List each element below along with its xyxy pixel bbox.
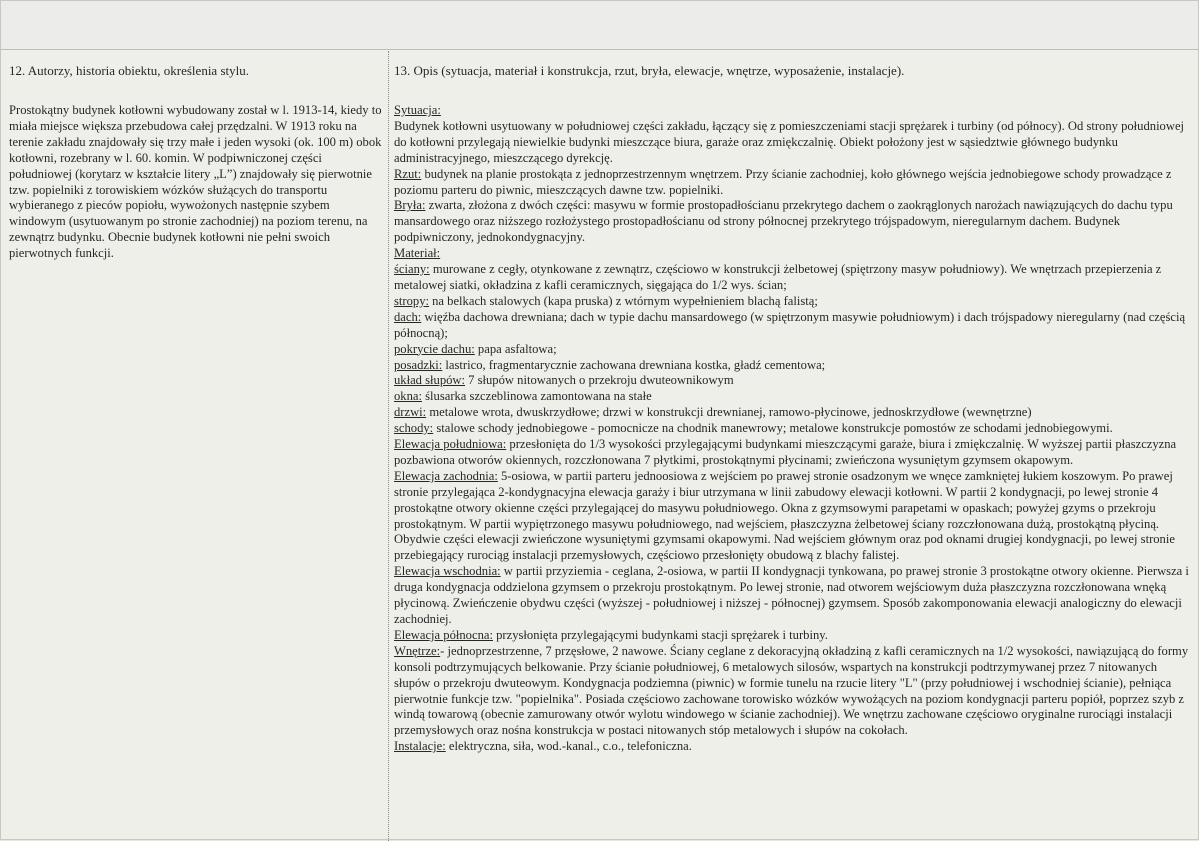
section-text: murowane z cegły, otynkowane z zewnątrz, częściowo w konstrukcji żelbetowej (spiętrzony masyw południowy). We wnętrzach przepierzenia z metalowej siatki, okładzina z kafli ceramicznych, sięgająca do 1/2 wys. ścian; bbox=[394, 262, 1162, 292]
description-section bbox=[394, 119, 1192, 167]
description-section bbox=[394, 342, 1192, 358]
description-section bbox=[394, 310, 1192, 342]
section-text: przesłonięta do 1/3 wysokości przylegającymi budynkami mieszczącymi garaże, biura i zmiękczalnię. W wyższej partii płaszczyzna pozbawiona otworów okiennych, rozczłonowana 7 płytkimi, prostokątnymi płycinami; zwieńczona wysuniętym gzymsem okapowym. bbox=[394, 437, 1177, 467]
section-label: układ słupów: bbox=[394, 373, 466, 388]
description-section bbox=[394, 358, 1192, 374]
section-label: Elewacja północna: bbox=[394, 627, 493, 642]
section-label: Instalacje: bbox=[394, 739, 446, 754]
section-label: Elewacja zachodnia: bbox=[394, 468, 498, 483]
section-text: Budynek kotłowni usytuowany w południowej części zakładu, łączący się z pomieszczeniami stacji sprężarek i turbiny (od północy). Od strony południowej do kotłowni przylegają niewielkie budynki mieszczące biura, garaże oraz zmiękczalnię. Obiekt położony jest w sąsiedztwie głównego budynku administracyjnego, mieszczącego dyrekcję. bbox=[394, 118, 1185, 165]
section-text: ślusarka szczeblinowa zamontowana na stałe bbox=[421, 389, 652, 404]
description-section bbox=[394, 628, 1192, 644]
description-section bbox=[394, 644, 1192, 739]
section-label: Sytuacja: bbox=[394, 103, 441, 117]
section-text: - jednoprzestrzenne, 7 przęsłowe, 2 nawowe. Ściany ceglane z dekoracyjną okładziną z kafli ceramicznych na 1/2 wysokości, nawiązującą do formy konsoli podtrzymujących belkowanie. Przy ścianie południowej, 6 metalowych silosów, wspartych na konstrukcji podtrzymywanej przez 7 nitowanych słupów o przekroju dwuteowym. Kondygnacja podziemna (piwnic) w formie tunelu na rzucie litery "L" (przy południowej i wschodniej ścianie), pełniąca pierwotnie funkcje tzw. "popielnika". Posiada częściowo zachowane torowisko wózków wywożących na poziom kondygnacji parteru popiół, poprzez szyb z windą towarową (obecnie zamurowany otwór wylotu windowego w ścianie zachodniej). We wnętrzu zachowane częściowo oryginalne rurociągi instalacji przemysłowych oraz nośna konstrukcja w postaci nitowanych stóp metalowych i słupów na cokołach. bbox=[394, 643, 1189, 738]
section-label: Elewacja wschodnia: bbox=[394, 564, 501, 579]
header-divider bbox=[1, 49, 1198, 50]
right-column-header: 13. Opis (sytuacja, materiał i konstrukcja, rzut, bryła, elewacje, wnętrze, wyposażenie, instalacje). bbox=[394, 63, 905, 78]
description-section bbox=[394, 373, 1192, 389]
section-label: Bryła: bbox=[394, 198, 426, 213]
section-text: papa asfaltowa; bbox=[474, 341, 557, 356]
section-label: drzwi: bbox=[394, 405, 427, 420]
section-text: zwarta, złożona z dwóch części: masywu w formie prostopadłościanu przekrytego dachem o zaokrąglonych narożach nawiązujących do dachu typu mansardowego oraz niższego rozłożystego prostopadłościanu od strony północnej przekrytego trójspadowym, nieregularnym dachem. Budynek podpiwniczony, jednokondygnacyjny. bbox=[394, 198, 1173, 245]
description-section bbox=[394, 564, 1192, 628]
description-section bbox=[394, 437, 1192, 469]
description-section bbox=[394, 739, 1192, 755]
description-section bbox=[394, 389, 1192, 405]
description-section bbox=[394, 421, 1192, 437]
description-section bbox=[394, 262, 1192, 294]
description-section bbox=[394, 167, 1192, 199]
section-text: w partii przyziemia - ceglana, 2-osiowa, w partii II kondygnacji tynkowana, po prawej stronie 3 prostokątne otwory okienne. Pierwsza i druga kondygnacja oddzielona gzymsem o przekroju prostokątnym. Po lewej stronie, nad otworem wejściowym duża płaszczyzna rozczłonowana wnęką płycinową. Zwieńczenie obydwu części (wyższej - południowej i niższej - północnej) gzymsem. Sposób zakomponowania elewacji analogiczny do elewacji zachodniej. bbox=[394, 564, 1189, 626]
column-divider bbox=[388, 51, 389, 841]
section-label: schody: bbox=[394, 421, 434, 436]
right-column bbox=[394, 63, 1192, 755]
section-text: na belkach stalowych (kapa pruska) z wtórnym wypełnieniem blachą falistą; bbox=[428, 293, 818, 308]
description-section bbox=[394, 246, 1192, 262]
section-label: stropy: bbox=[394, 293, 429, 308]
description-section bbox=[394, 469, 1192, 564]
section-label: Materiał: bbox=[394, 246, 441, 261]
section-text: lastrico, fragmentarycznie zachowana drewniana kostka, gładź cementowa; bbox=[442, 357, 826, 372]
description-section bbox=[394, 103, 1192, 119]
description-section bbox=[394, 294, 1192, 310]
left-column-header: 12. Autorzy, historia obiektu, określenia stylu. bbox=[9, 63, 249, 78]
section-label: okna: bbox=[394, 389, 422, 404]
history-text: Prostokątny budynek kotłowni wybudowany został w l. 1913-14, kiedy to miała miejsce większa przebudowa całej przędzalni. W 1913 roku na terenie zakładu znajdowały się trzy małe i jeden wysoki (ok. 100 m) obok kotłowni, rozebrany w l. 60. komin. W podpiwniczonej części południowej (korytarz w kształcie litery „L”) znajdowały się pierwotnie tzw. popielniki z torowiskiem wózków służących do transportu wybieranego z pieców popiołu, wywożonych następnie szybem windowym (usytuowanym po stronie zachodniej) na poziom terenu, na zewnątrz budynku. Obecnie budynek kotłowni nie pełni swoich pierwotnych funkcji. bbox=[9, 103, 382, 261]
section-text: stalowe schody jednobiegowe - pomocnicze na chodnik manewrowy; metalowe konstrukcje pomostów ze schodami jednobiegowymi. bbox=[433, 421, 1113, 436]
section-label: dach: bbox=[394, 309, 422, 324]
left-column bbox=[9, 63, 383, 262]
description-sections bbox=[394, 103, 1192, 755]
section-text: 7 słupów nitowanych o przekroju dwuteownikowym bbox=[465, 373, 734, 388]
section-label: pokrycie dachu: bbox=[394, 341, 475, 356]
section-label: ściany: bbox=[394, 262, 430, 277]
section-text: budynek na planie prostokąta z jednoprzestrzennym wnętrzem. Przy ścianie zachodniej, koło głównego wejścia jednobiegowe schody prowadzące z poziomu parteru do piwnic, mieszczących dawne tzw. popielniki. bbox=[394, 166, 1172, 197]
section-label: Rzut: bbox=[394, 166, 422, 181]
section-label: Wnętrze: bbox=[394, 643, 441, 658]
section-text: metalowe wrota, dwuskrzydłowe; drzwi w konstrukcji drewnianej, ramowo-płycinowe, jednoskrzydłowe (wewnętrzne) bbox=[426, 405, 1032, 420]
description-section bbox=[394, 405, 1192, 421]
section-label: posadzki: bbox=[394, 357, 443, 372]
section-text: elektryczna, siła, wod.-kanal., c.o., telefoniczna. bbox=[445, 739, 692, 754]
section-text: więźba dachowa drewniana; dach w typie dachu mansardowego (w spiętrzonym masywie południowym) i dach trójspadowy nieregularny (nad częścią północną); bbox=[394, 309, 1186, 340]
section-text: przysłonięta przylegającymi budynkami stacji sprężarek i turbiny. bbox=[492, 627, 828, 642]
section-text: 5-osiowa, w partii parteru jednoosiowa z wejściem po prawej stronie osadzonym we wnęce zamkniętej łukiem koszowym. Po prawej stronie przylegająca 2-kondygnacyjna elewacja garaży i biur utrzymana w linii zabudowy elewacji kotłowni. W partii 2 kondygnacji, po lewej stronie 4 prostokątne otwory okienne części przylegającej do masywu południowego. Okna z gzymsowymi parapetami w opaskach; powyżej gzyms o przekroju prostokątnym. W partii wypiętrzonego masywu południowego, nad wejściem, płaszczyzna żelbetowej ściany rozczłonowana dużą, prostokątną płyciną. Obydwie części elewacji zwieńczone wysuniętymi gzymsami okapowymi. Nad wejściem głównym oraz pod oknami drugiej kondygnacji, po lewej stronie przebiegający rurociąg instalacji przemysłowych, częściowo przesłonięty obudową z blachy falistej. bbox=[394, 468, 1175, 563]
section-label: Elewacja południowa: bbox=[394, 437, 507, 452]
description-section bbox=[394, 198, 1192, 246]
top-band bbox=[1, 1, 1198, 49]
